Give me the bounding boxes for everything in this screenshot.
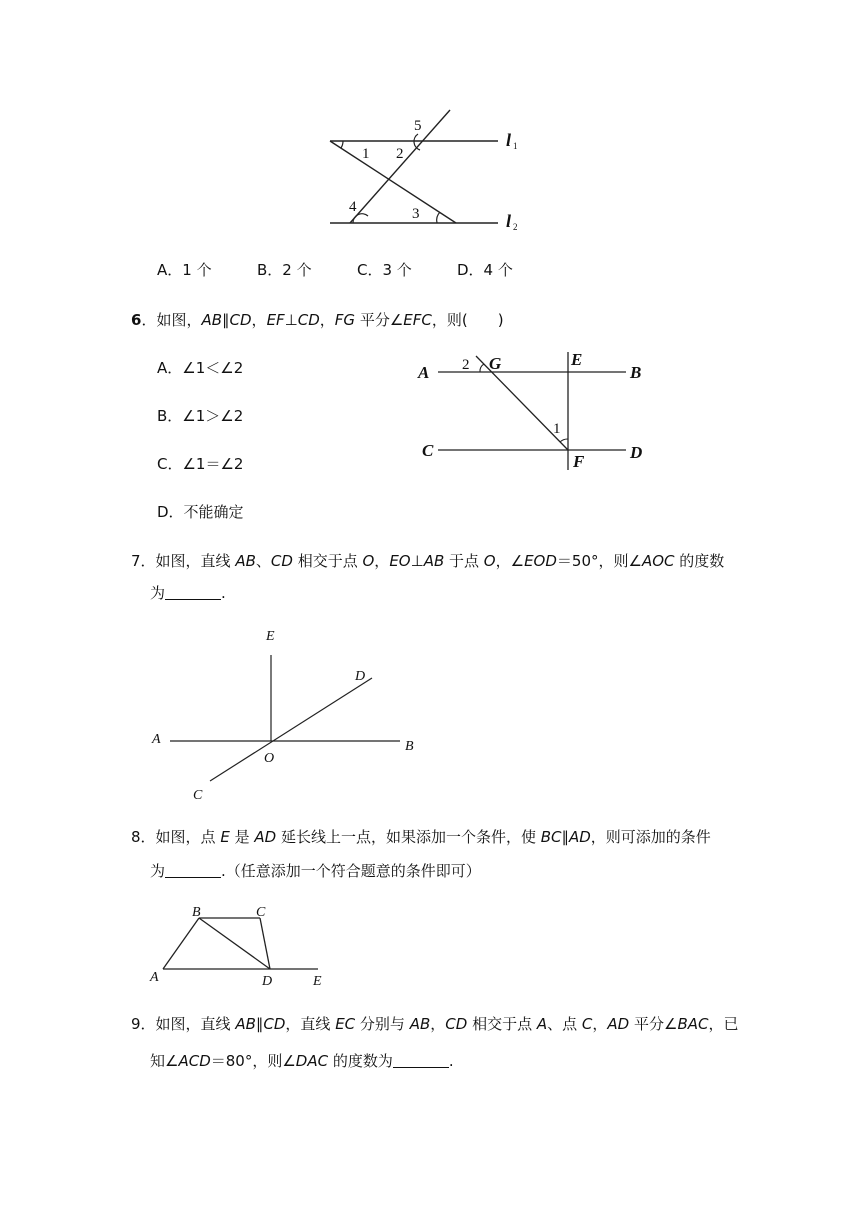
angle-label-4: 4 <box>349 199 357 215</box>
label-a: A <box>418 363 430 382</box>
q8-stem-line1: 8．如图，点 E 是 AD 延长线上一点，如果添加一个条件，使 BC∥AD，则可添加的条件 <box>131 828 711 846</box>
q6-number: 6 <box>131 311 142 329</box>
label-l2-sub: 2 <box>513 222 518 232</box>
label-c: C <box>256 905 266 920</box>
label-a: A <box>150 970 159 985</box>
label-b: B <box>192 905 201 920</box>
angle-label-2: 2 <box>396 146 404 162</box>
angle-label-5: 5 <box>414 118 422 134</box>
label-b: B <box>405 739 414 754</box>
q6-option-b: B．∠1＞∠2 <box>157 407 244 425</box>
q7-stem-line1: 7．如图，直线 AB、CD 相交于点 O，EO⊥AB 于点 O，∠EOD＝50°，则∠AOC 的度数 <box>131 552 725 570</box>
line-cd <box>260 918 270 969</box>
q7-number: 7 <box>131 552 141 570</box>
label-l2: l <box>506 211 512 231</box>
q5-option-d: D．4 个 <box>457 261 513 279</box>
q9-stem-line2: 知∠ACD＝80°，则∠DAC 的度数为 . <box>150 1052 454 1070</box>
q9-number: 9 <box>131 1015 141 1033</box>
angle-label-3: 3 <box>412 206 420 222</box>
label-l1-sub: 1 <box>513 141 518 151</box>
q9-answer-blank[interactable] <box>393 1051 449 1068</box>
q6-stem: 6．如图，AB∥CD，EF⊥CD，FG 平分∠EFC，则( ) <box>131 311 504 329</box>
q6-option-c: C．∠1＝∠2 <box>157 455 244 473</box>
label-g: G <box>489 354 502 373</box>
q9-stem-line1: 9．如图，直线 AB∥CD，直线 EC 分别与 AB，CD 相交于点 A、点 C，AD 平分∠BAC，已 <box>131 1015 739 1033</box>
label-1: 1 <box>553 421 561 437</box>
label-b: B <box>630 363 642 382</box>
angle-label-1: 1 <box>362 146 370 162</box>
label-d: D <box>630 443 643 462</box>
label-l1: l <box>506 130 512 150</box>
label-2: 2 <box>462 357 470 373</box>
q6-option-d: D．不能确定 <box>157 503 244 521</box>
line-bd <box>199 918 270 969</box>
label-e: E <box>266 629 275 644</box>
line-ab <box>163 918 199 969</box>
q7-stem-line2: 为 . <box>150 584 226 602</box>
label-c: C <box>193 788 203 803</box>
q8-number: 8 <box>131 828 141 846</box>
label-c: C <box>422 441 434 460</box>
q5-option-b: B．2 个 <box>257 261 312 279</box>
q5-option-c: C．3 个 <box>357 261 412 279</box>
q8-stem-line2: 为 .（任意添加一个符合题意的条件即可） <box>150 862 481 880</box>
label-o: O <box>264 751 275 766</box>
label-a: A <box>152 732 161 747</box>
label-d: D <box>355 669 366 684</box>
label-d: D <box>262 974 273 989</box>
label-f: F <box>573 452 585 471</box>
label-e: E <box>313 974 322 989</box>
q6-option-a: A．∠1＜∠2 <box>157 359 244 377</box>
label-e: E <box>571 350 583 369</box>
q5-option-a: A．1 个 <box>157 261 212 279</box>
